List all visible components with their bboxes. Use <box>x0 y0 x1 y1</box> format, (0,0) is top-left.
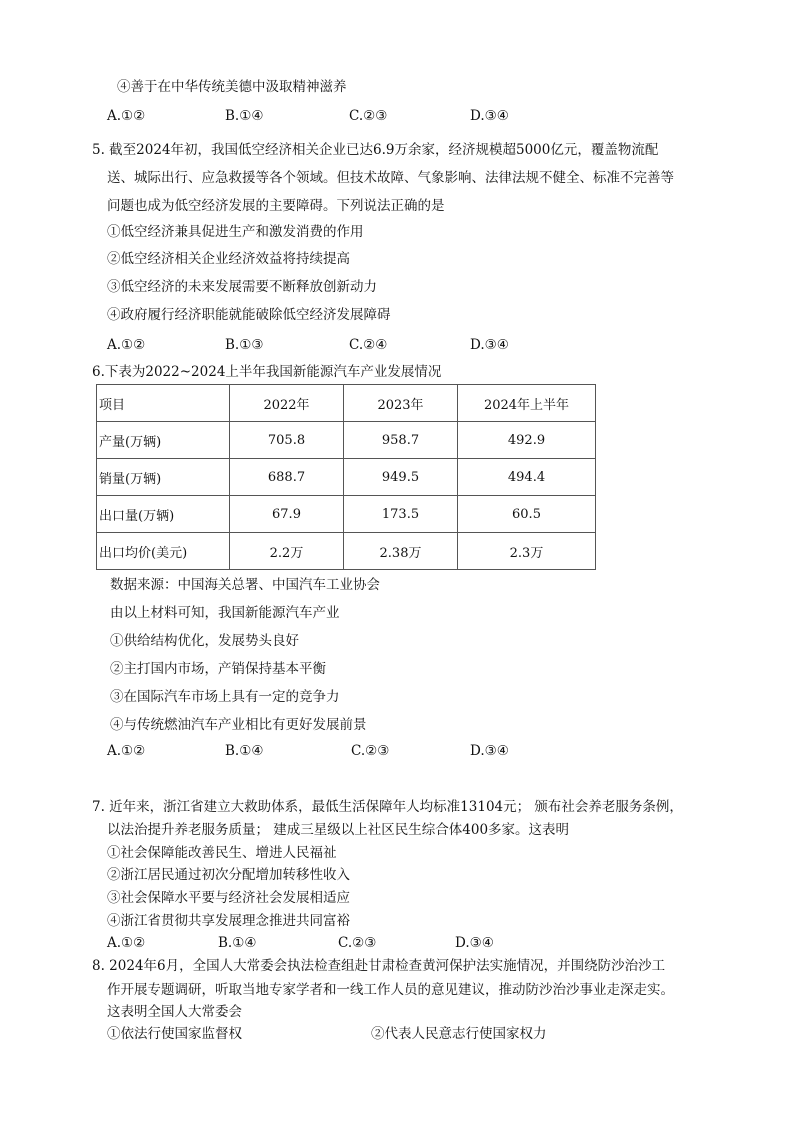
table-cell: 2.2万 <box>230 533 344 570</box>
q5-stem-line-1: 5. 截至2024年初，我国低空经济相关企业已达6.9万余家，经济规模超5000亿元，覆盖物流配 <box>92 142 659 158</box>
q4-option-c: C.②③ <box>349 108 388 124</box>
q6-options <box>107 741 707 761</box>
q6-item-4: ④与传统燃油汽车产业相比有更好发展前景 <box>110 717 367 733</box>
q7-option-c: C.②③ <box>338 935 377 951</box>
q6-item-3: ③在国际汽车市场上具有一定的竞争力 <box>110 689 340 705</box>
q4-option-b: B.①④ <box>225 108 264 124</box>
q4-options <box>107 106 707 126</box>
table-cell: 958.7 <box>344 422 458 459</box>
q8-stem-line-2: 作开展专题调研，听取当地专家学者和一线工作人员的意见建议，推动防沙治沙事业走深走实。 <box>107 982 674 998</box>
table-cell: 688.7 <box>230 459 344 496</box>
q8-item-2: ②代表人民意志行使国家权力 <box>371 1026 547 1042</box>
table-row <box>97 422 596 459</box>
q4-option-a: A.①② <box>107 108 146 124</box>
q5-option-a: A.①② <box>107 337 146 353</box>
q6-option-d: D.③④ <box>470 743 509 759</box>
table-header-cell: 2023年 <box>344 385 458 422</box>
q5-stem-line-2: 送、城际出行、应急救援等各个领域。但技术故障、气象影响、法律法规不健全、标准不完善等 <box>107 170 674 186</box>
q5-item-4: ④政府履行经济职能就能破除低空经济发展障碍 <box>107 307 391 323</box>
q8-stem-line-1: 8. 2024年6月，全国人大常委会执法检查组赴甘肃检查黄河保护法实施情况，并围绕防沙治沙工 <box>92 958 666 974</box>
q4-option-d: D.③④ <box>470 108 509 124</box>
q7-stem-line-2: 以法治提升养老服务质量； 建成三星级以上社区民生综合体400多家。这表明 <box>107 822 570 838</box>
table-row <box>97 496 596 533</box>
q6-option-a: A.①② <box>107 743 146 759</box>
q5-options <box>107 335 707 355</box>
q7-item-3: ③社会保障水平要与经济社会发展相适应 <box>107 890 350 906</box>
table-cell: 2.38万 <box>344 533 458 570</box>
q6-option-c: C.②③ <box>351 743 390 759</box>
q5-item-2: ②低空经济相关企业经济效益将持续提高 <box>107 251 350 267</box>
table-cell: 出口量(万辆) <box>97 496 230 533</box>
q7-option-d: D.③④ <box>455 935 494 951</box>
table-header-cell: 2022年 <box>230 385 344 422</box>
q7-item-1: ①社会保障能改善民生、增进人民福祉 <box>107 845 337 861</box>
q5-item-1: ①低空经济兼具促进生产和激发消费的作用 <box>107 224 364 240</box>
q6-stem: 6.下表为2022~2024上半年我国新能源汽车产业发展情况 <box>92 364 442 380</box>
table-cell: 60.5 <box>458 496 596 533</box>
table-row <box>97 459 596 496</box>
q5-item-3: ③低空经济的未来发展需要不断释放创新动力 <box>107 279 377 295</box>
q5-option-c: C.②④ <box>349 337 388 353</box>
energy-vehicle-table <box>96 384 596 570</box>
q7-option-a: A.①② <box>107 935 146 951</box>
table-cell: 67.9 <box>230 496 344 533</box>
table-cell: 494.4 <box>458 459 596 496</box>
q7-options <box>107 933 707 953</box>
table-row <box>97 533 596 570</box>
table-cell: 产量(万辆) <box>97 422 230 459</box>
table-cell: 销量(万辆) <box>97 459 230 496</box>
table-cell: 492.9 <box>458 422 596 459</box>
q6-item-2: ②主打国内市场，产销保持基本平衡 <box>110 661 326 677</box>
table-cell: 705.8 <box>230 422 344 459</box>
q5-stem-line-3: 问题也成为低空经济发展的主要障碍。下列说法正确的是 <box>107 198 445 214</box>
q7-option-b: B.①④ <box>218 935 257 951</box>
q6-option-b: B.①④ <box>225 743 264 759</box>
table-header-cell: 2024年上半年 <box>458 385 596 422</box>
q5-option-b: B.①③ <box>225 337 264 353</box>
table-cell: 173.5 <box>344 496 458 533</box>
table-cell: 2.3万 <box>458 533 596 570</box>
q6-lead: 由以上材料可知，我国新能源汽车产业 <box>110 605 340 621</box>
table-header-cell: 项目 <box>97 385 230 422</box>
table-cell: 出口均价(美元) <box>97 533 230 570</box>
q4-item-4: ④善于在中华传统美德中汲取精神滋养 <box>117 79 347 95</box>
q5-option-d: D.③④ <box>470 337 509 353</box>
table-cell: 949.5 <box>344 459 458 496</box>
q6-item-1: ①供给结构优化，发展势头良好 <box>110 633 299 649</box>
table-header-row <box>97 385 596 422</box>
q6-source: 数据来源：中国海关总署、中国汽车工业协会 <box>110 577 380 593</box>
q8-item-1: ①依法行使国家监督权 <box>107 1026 242 1042</box>
q7-item-2: ②浙江居民通过初次分配增加转移性收入 <box>107 867 350 883</box>
q7-stem-line-1: 7. 近年来，浙江省建立大救助体系，最低生活保障年人均标准13104元； 颁布社会养老服务条例， <box>92 799 683 815</box>
q7-item-4: ④浙江省贯彻共享发展理念推进共同富裕 <box>107 913 350 929</box>
q8-stem-line-3: 这表明全国人大常委会 <box>107 1004 242 1020</box>
